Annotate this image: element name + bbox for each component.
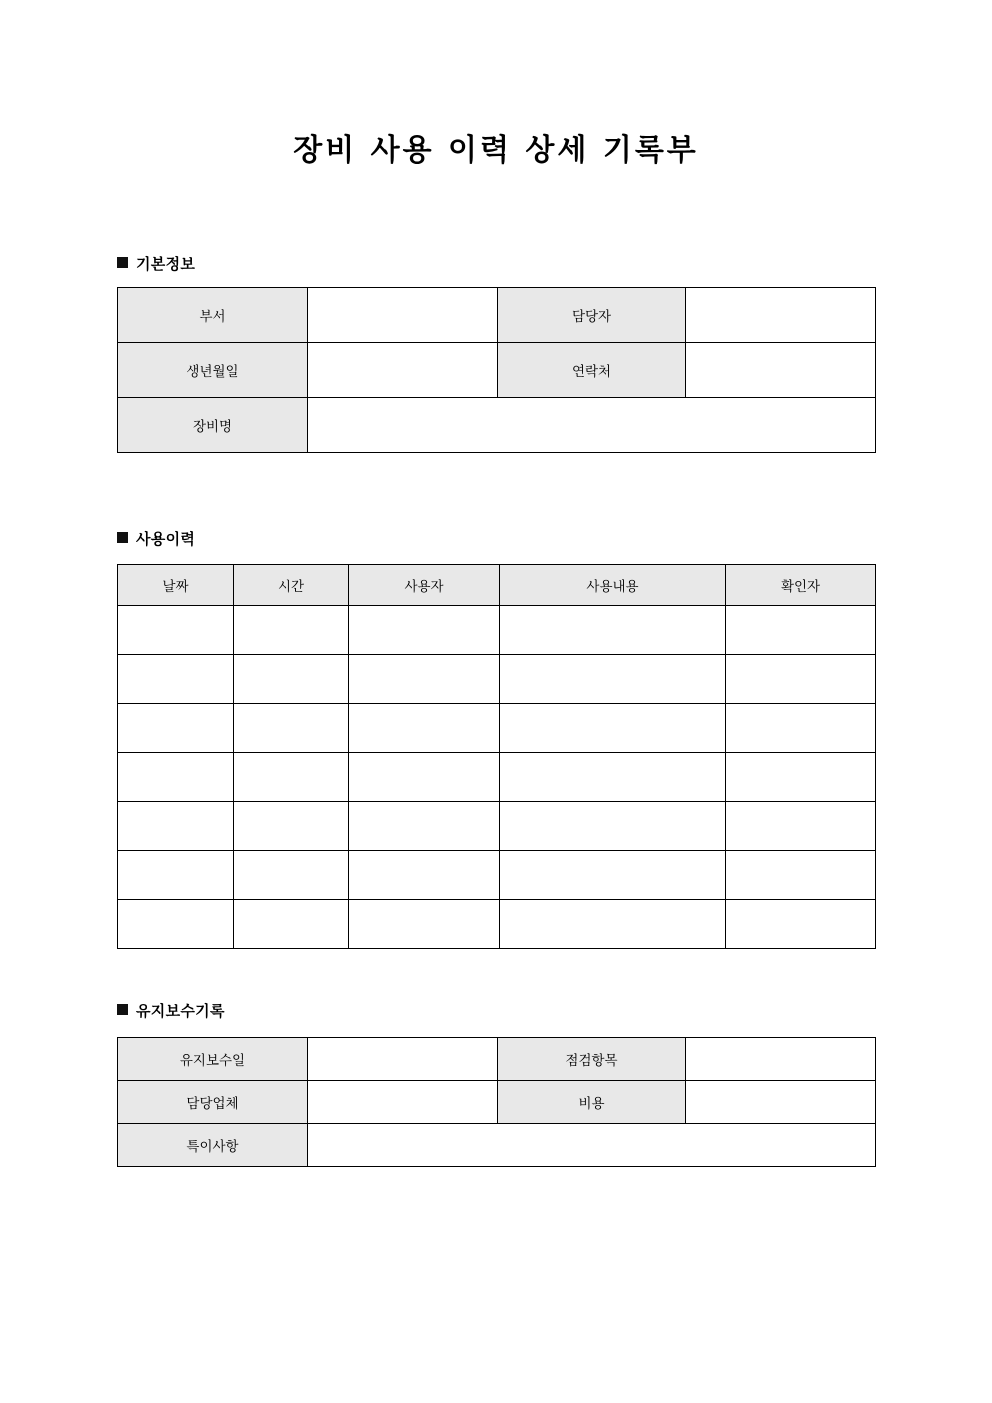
table-row [118, 753, 876, 802]
table-row [118, 900, 876, 949]
usage-cell-user[interactable] [349, 900, 500, 949]
usage-cell-confirmer[interactable] [726, 606, 876, 655]
maint-label-remarks: 특이사항 [118, 1124, 308, 1167]
basic-field-birthdate[interactable] [308, 343, 498, 398]
table-row [118, 851, 876, 900]
page-title: 장비 사용 이력 상세 기록부 [293, 133, 699, 168]
table-header-row [118, 565, 876, 606]
table-row [118, 1081, 876, 1124]
usage-cell-date[interactable] [118, 851, 234, 900]
section-heading-maintenance-record [117, 1000, 225, 1021]
usage-cell-date[interactable] [118, 704, 234, 753]
basic-field-manager[interactable] [686, 288, 876, 343]
usage-column-date: 날짜 [118, 565, 234, 606]
usage-column-time: 시간 [234, 565, 349, 606]
table-row [118, 1038, 876, 1081]
table-row [118, 655, 876, 704]
usage-cell-confirmer[interactable] [726, 851, 876, 900]
section-heading-basic-info-label: 기본정보 [136, 255, 196, 273]
section-heading-maintenance-record-label: 유지보수기록 [136, 1002, 225, 1020]
usage-cell-confirmer[interactable] [726, 802, 876, 851]
usage-cell-details[interactable] [500, 753, 726, 802]
square-bullet-icon [117, 257, 128, 268]
basic-label-birthdate: 생년월일 [118, 343, 308, 398]
table-row [118, 343, 876, 398]
basic-field-department[interactable] [308, 288, 498, 343]
table-row [118, 398, 876, 453]
usage-cell-time[interactable] [234, 704, 349, 753]
maint-field-remarks[interactable] [308, 1124, 876, 1167]
usage-cell-user[interactable] [349, 655, 500, 704]
usage-history-table [117, 564, 876, 949]
usage-cell-details[interactable] [500, 851, 726, 900]
usage-cell-time[interactable] [234, 655, 349, 704]
usage-cell-date[interactable] [118, 802, 234, 851]
table-row [118, 704, 876, 753]
usage-cell-time[interactable] [234, 851, 349, 900]
usage-cell-confirmer[interactable] [726, 704, 876, 753]
usage-column-confirmer: 확인자 [726, 565, 876, 606]
usage-cell-date[interactable] [118, 900, 234, 949]
maintenance-record-table [117, 1037, 876, 1167]
basic-label-department: 부서 [118, 288, 308, 343]
usage-cell-details[interactable] [500, 802, 726, 851]
maint-field-inspection-item[interactable] [686, 1038, 876, 1081]
usage-column-user: 사용자 [349, 565, 500, 606]
section-heading-basic-info [117, 253, 195, 274]
table-row [118, 288, 876, 343]
maint-field-date[interactable] [308, 1038, 498, 1081]
section-heading-usage-history [117, 528, 195, 549]
usage-cell-user[interactable] [349, 606, 500, 655]
table-row [118, 802, 876, 851]
maint-field-vendor[interactable] [308, 1081, 498, 1124]
maint-label-vendor: 담당업체 [118, 1081, 308, 1124]
maint-label-inspection-item: 점검항목 [498, 1038, 686, 1081]
usage-cell-user[interactable] [349, 704, 500, 753]
usage-cell-time[interactable] [234, 606, 349, 655]
maint-field-cost[interactable] [686, 1081, 876, 1124]
usage-column-details: 사용내용 [500, 565, 726, 606]
usage-cell-details[interactable] [500, 655, 726, 704]
basic-label-contact: 연락처 [498, 343, 686, 398]
usage-cell-time[interactable] [234, 802, 349, 851]
usage-cell-confirmer[interactable] [726, 753, 876, 802]
usage-cell-details[interactable] [500, 606, 726, 655]
basic-field-equipment-name[interactable] [308, 398, 876, 453]
usage-cell-user[interactable] [349, 802, 500, 851]
usage-cell-date[interactable] [118, 753, 234, 802]
basic-label-manager: 담당자 [498, 288, 686, 343]
basic-label-equipment-name: 장비명 [118, 398, 308, 453]
usage-cell-user[interactable] [349, 851, 500, 900]
usage-cell-time[interactable] [234, 753, 349, 802]
maint-label-date: 유지보수일 [118, 1038, 308, 1081]
table-row [118, 1124, 876, 1167]
square-bullet-icon [117, 532, 128, 543]
usage-cell-details[interactable] [500, 900, 726, 949]
usage-cell-time[interactable] [234, 900, 349, 949]
usage-cell-details[interactable] [500, 704, 726, 753]
maint-label-cost: 비용 [498, 1081, 686, 1124]
usage-cell-date[interactable] [118, 606, 234, 655]
usage-cell-confirmer[interactable] [726, 655, 876, 704]
usage-cell-date[interactable] [118, 655, 234, 704]
usage-cell-confirmer[interactable] [726, 900, 876, 949]
basic-info-table [117, 287, 876, 453]
square-bullet-icon [117, 1004, 128, 1015]
table-row [118, 606, 876, 655]
section-heading-usage-history-label: 사용이력 [136, 530, 196, 548]
usage-cell-user[interactable] [349, 753, 500, 802]
basic-field-contact[interactable] [686, 343, 876, 398]
